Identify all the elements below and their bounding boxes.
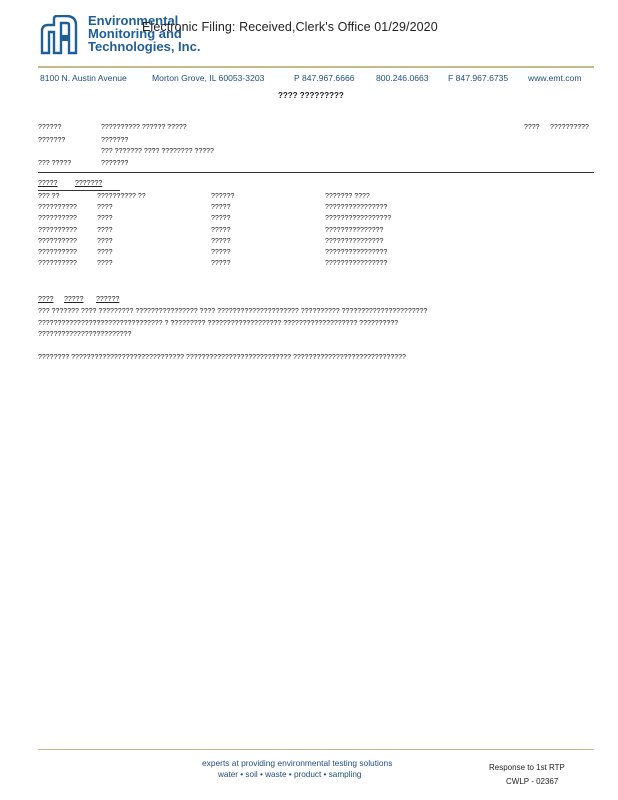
table-cell: ?????????? — [38, 260, 77, 268]
address-fax: F 847.967.6735 — [448, 73, 509, 83]
table-cell: ??????????????? — [325, 237, 384, 245]
table-cell: ??? ?? — [38, 193, 60, 200]
table-cell: ?????????? — [38, 237, 77, 245]
table-cell: ????? — [211, 226, 231, 234]
table-header: ??????? — [75, 180, 103, 187]
table-cell: ???????????????? — [325, 204, 388, 212]
info-value: ??????? — [101, 137, 129, 144]
filing-stamp: Electronic Filing: Received,Clerk's Office 01/29/2020 — [142, 20, 438, 34]
footer-rule — [38, 749, 594, 750]
response-label: Response to 1st RTP — [489, 763, 565, 772]
table-cell: ???????????????? — [325, 260, 388, 268]
table-header: ????? — [38, 180, 58, 187]
notes-line: ???????????????????????????????? ? ????????? ??????????????????? ??????????????????? ?????????? — [38, 320, 399, 327]
section-divider — [38, 172, 594, 173]
address-web: www.emt.com — [528, 73, 582, 83]
table-cell: ?????????? — [38, 204, 77, 212]
table-cell: ???? — [97, 215, 113, 223]
table-cell: ?????????? — [38, 226, 77, 234]
table-cell: ?????????? — [38, 215, 77, 223]
table-cell: ????? — [211, 249, 231, 256]
table-cell: ????? — [211, 204, 231, 212]
company-name-line: Environmental — [88, 13, 179, 28]
info-right-label: ???? — [524, 124, 540, 131]
table-cell: ???? — [97, 226, 113, 234]
table-cell: ???? — [97, 237, 113, 245]
table-cell: ????? — [211, 260, 231, 268]
notes-heading: ?????? — [96, 296, 120, 303]
footer-services: water • soil • waste • product • sampling — [218, 770, 362, 779]
document-title: ???? ????????? — [278, 91, 344, 100]
table-cell: ????? — [211, 237, 231, 245]
address-tollfree: 800.246.0663 — [376, 73, 429, 83]
table-cell: ???? — [97, 249, 113, 256]
company-name-line: Technologies, Inc. — [88, 39, 201, 54]
table-cell: ???? — [97, 260, 113, 268]
table-cell: ??????? ???? — [325, 193, 370, 200]
footer-tagline: experts at providing environmental testing solutions — [202, 758, 393, 768]
address-street: 8100 N. Austin Avenue — [40, 73, 127, 83]
company-name-line: Monitoring and — [88, 26, 182, 41]
info-value: ??????? — [101, 160, 129, 167]
info-label: ?????? — [38, 124, 62, 131]
table-cell: ?????????? ?? — [97, 193, 146, 200]
notes-line: ??? ??????? ???? ????????? ???????????????? ???? ????????????????????? ?????????? ?????????????????????? — [38, 308, 428, 315]
table-cell: ??????????????? — [325, 226, 384, 234]
info-value: ?????????? ?????? ????? — [101, 124, 187, 131]
address-phone: P 847.967.6666 — [294, 73, 355, 83]
info-value: ??? ??????? ???? ???????? ????? — [101, 148, 214, 155]
info-label: ??? ????? — [38, 160, 72, 167]
closing-line: ???????? ????????????????????????????? ??????????????????????????? ????????????????????????????? — [38, 354, 406, 361]
info-label: ??????? — [38, 137, 66, 144]
info-right-value: ?????????? — [550, 124, 589, 131]
table-cell: ????????????????? — [325, 215, 392, 223]
company-logo-icon — [40, 15, 78, 55]
table-cell: ?????????? — [38, 249, 77, 256]
table-cell: ?????? — [211, 193, 235, 200]
table-header-rule — [38, 190, 120, 191]
header-rule — [38, 66, 594, 68]
notes-heading: ???? — [38, 296, 54, 303]
table-cell: ????? — [211, 215, 231, 223]
table-cell: ???? — [97, 204, 113, 212]
case-code: CWLP - 02367 — [506, 777, 559, 786]
table-cell: ???????????????? — [325, 249, 388, 256]
notes-line: ???????????????????????? — [38, 331, 132, 338]
notes-heading: ????? — [64, 296, 84, 303]
address-city: Morton Grove, IL 60053-3203 — [152, 73, 265, 83]
